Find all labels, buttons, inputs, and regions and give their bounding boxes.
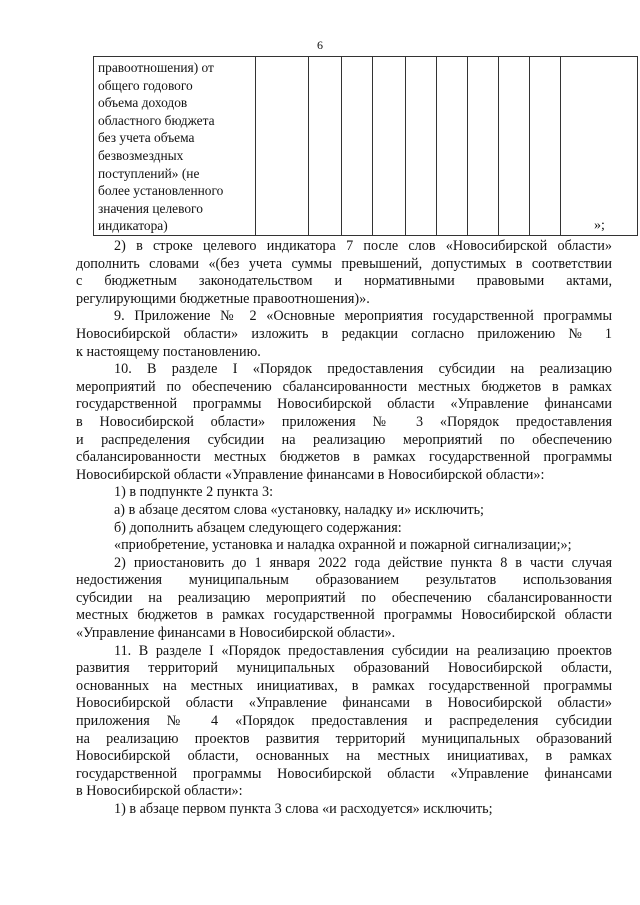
indicator-table [93,56,638,236]
paragraph-line: приложения № 4 «Порядок предоставления и распределения субсидии [76,713,612,730]
table-empty-cell [561,57,638,236]
paragraph-line: «приобретение, установка и наладка охранной и пожарной сигнализации;»; [114,537,572,554]
table-closing-quote: »; [594,218,605,233]
table-cell-line: более установленного [98,183,224,199]
paragraph-line: субсидии на реализацию мероприятий по обеспечению сбалансированности [76,589,612,606]
document-body [76,238,612,819]
paragraph-line: 9. Приложение № 2 «Основные мероприятия государственной программы [114,308,612,325]
paragraph-line: и распределения субсидии на реализацию мероприятий по обеспечению [76,431,612,448]
paragraph-line: с бюджетным законодательством и нормативными правовыми актами, [76,273,612,290]
paragraph-line: Новосибирской области «Управление финансами в Новосибирской области»: [76,466,545,483]
paragraph-line: 2) в строке целевого индикатора 7 после слов «Новосибирской области» [114,238,612,254]
table-empty-cell [437,57,468,236]
paragraph-line: мероприятий по обеспечению сбалансированности местных бюджетов в рамках [76,378,612,395]
table-empty-cell [309,57,342,236]
paragraph-line: на реализацию проектов развития территорий муниципальных образований [76,730,612,747]
paragraph-line: 1) в абзаце первом пункта 3 слова «и расходуется» исключить; [114,801,493,817]
paragraph-line: дополнить словами «(без учета суммы превышений, допустимых в соответствии [76,255,612,272]
paragraph-line: б) дополнить абзацем следующего содержания: [114,519,402,536]
table-cell-line: без учета объема [98,130,195,146]
paragraph-line: а) в абзаце десятом слова «установку, наладку и» исключить; [114,501,484,518]
paragraph-line: в Новосибирской области»: [76,783,243,800]
table-empty-cell [530,57,561,236]
page-number: 6 [317,38,323,52]
table-cell-line: общего годового [98,77,193,93]
table-cell-line: областного бюджета [98,112,215,128]
paragraph-line: государственной программы Новосибирской области «Управление финансами [76,765,612,782]
paragraph-line: в Новосибирской области» приложения № 3 «Порядок предоставления [76,413,612,430]
table-cell-line: правоотношения) от [98,60,214,75]
paragraph-line: местных бюджетов в рамках государственной программы Новосибирской области [76,607,612,624]
paragraph-line: сбалансированности местных бюджетов в рамках государственной программы [76,449,612,466]
table-cell-line: значения целевого [98,200,203,216]
paragraph-line: развития территорий муниципальных образований Новосибирской области, [76,660,612,677]
table-empty-cell [342,57,373,236]
paragraph-line: 10. В разделе I «Порядок предоставления субсидии на реализацию [114,361,612,378]
paragraph-line: «Управление финансами в Новосибирской области». [76,625,396,642]
table-cell-line: индикатора) [98,218,168,234]
paragraph-line: Новосибирской области» изложить в редакции согласно приложению № 1 [76,325,612,342]
indicator-name-cell [94,57,256,236]
table-empty-cell [499,57,530,236]
paragraph-line: недостижения муниципальным образованием результатов использования [76,572,612,589]
paragraph-line: регулирующими бюджетные правоотношения)». [76,290,370,307]
paragraph-line: 11. В разделе I «Порядок предоставления субсидии на реализацию проектов [114,642,612,659]
paragraph-line: к настоящему постановлению. [76,343,261,360]
table-cell-line: объема доходов [98,95,188,111]
table-empty-cell [256,57,309,236]
paragraph-line: 1) в подпункте 2 пункта 3: [114,484,274,501]
table-cell-line: безвозмездных [98,147,184,163]
paragraph-line: Новосибирской области, основанных на местных инициативах, в рамках [76,748,612,765]
table-row [94,57,638,236]
table-cell-line: поступлений» (не [98,165,200,181]
table-empty-cell [468,57,499,236]
paragraph-line: 2) приостановить до 1 января 2022 года действие пункта 8 в части случая [114,554,612,571]
table-empty-cell [373,57,406,236]
paragraph-line: государственной программы Новосибирской области «Управление финансами [76,396,612,413]
paragraph-line: основанных на местных инициативах, в рамках государственной программы [76,677,612,694]
paragraph-line: Новосибирской области «Управление финансами в Новосибирской области» [76,695,612,712]
table-empty-cell [406,57,437,236]
